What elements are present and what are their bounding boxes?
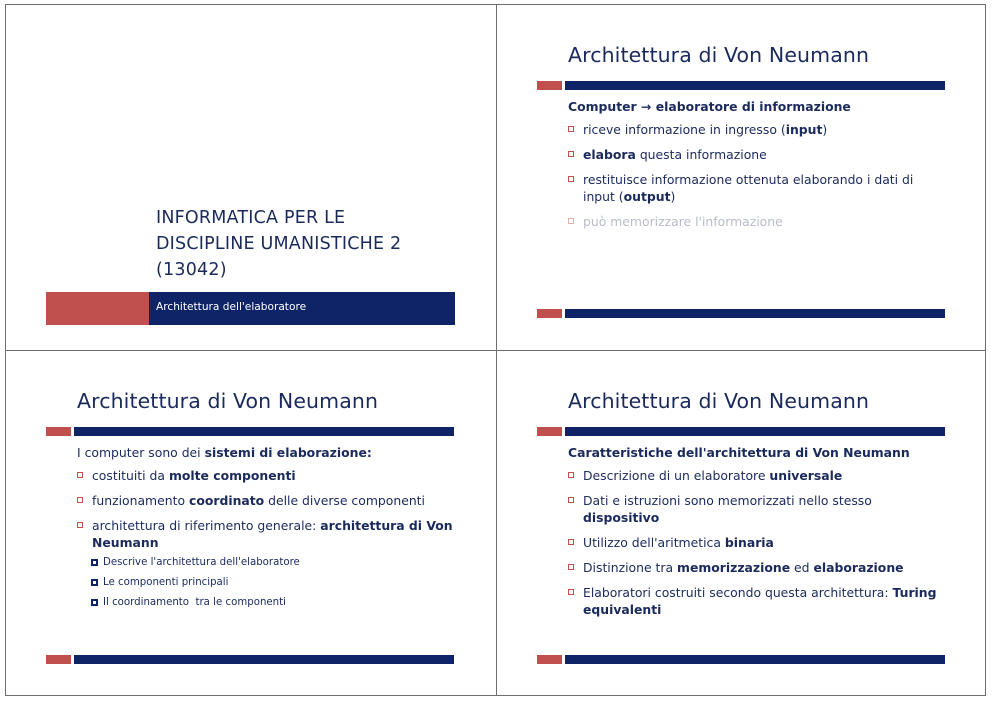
title-rule-bar: [565, 81, 945, 90]
footer-rule-bar: [565, 655, 945, 664]
footer-accent-bar: [537, 655, 562, 664]
bullet-item: elabora questa informazione: [568, 146, 948, 163]
bullet-item: Distinzione tra memorizzazione ed elaborazione: [568, 559, 948, 576]
slide-title: Architettura di Von Neumann: [568, 43, 870, 67]
cover-title-line: (13042): [156, 260, 227, 280]
lead-text: elaboratore di informazione: [655, 99, 851, 114]
slide-title: Architettura di Von Neumann: [568, 389, 870, 413]
bullet-item: Elaboratori costruiti secondo questa architettura: Turing equivalenti: [568, 584, 948, 618]
bullet-item: Utilizzo dell'aritmetica binaria: [568, 534, 948, 551]
title-accent-bar: [46, 427, 71, 436]
slide-title: Architettura di Von Neumann: [77, 389, 379, 413]
cover-accent-bar: [46, 292, 150, 325]
bullet-item: riceve informazione in ingresso (input): [568, 121, 948, 138]
footer-rule-bar: [565, 309, 945, 318]
slide-von-neumann-2: [6, 351, 496, 696]
slide-content: [568, 444, 948, 626]
cover-title-line: INFORMATICA PER LE: [156, 208, 346, 228]
slide-von-neumann-3: [497, 351, 987, 696]
bullet-item: restituisce informazione ottenuta elaborando i dati di input (output): [568, 171, 948, 205]
slide-cover: [6, 5, 496, 350]
slide-content: [568, 98, 948, 238]
bullet-item-faded: può memorizzare l'informazione: [568, 213, 948, 230]
lead-text: Computer: [568, 99, 637, 114]
title-rule-bar: [565, 427, 945, 436]
footer-rule-bar: [74, 655, 454, 664]
footer-accent-bar: [46, 655, 71, 664]
arrow-icon: →: [640, 99, 652, 114]
slide-lead: Caratteristiche dell'architettura di Von Neumann: [568, 445, 910, 460]
title-accent-bar: [537, 427, 562, 436]
footer-accent-bar: [537, 309, 562, 318]
slide-lead: [568, 98, 948, 115]
title-accent-bar: [537, 81, 562, 90]
bullet-item: costituiti da molte componenti: [77, 467, 457, 484]
sub-bullet-item: Descrive l'architettura dell'elaboratore: [77, 556, 457, 569]
bullet-item: funzionamento coordinato delle diverse componenti: [77, 492, 457, 509]
bullet-item: Dati e istruzioni sono memorizzati nello stesso dispositivo: [568, 492, 948, 526]
slide-lead: I computer sono dei sistemi di elaborazione:: [77, 445, 372, 460]
slide-von-neumann-1: [497, 5, 987, 350]
sub-bullet-item: Le componenti principali: [77, 576, 457, 589]
cover-title: [156, 205, 401, 283]
bullet-item: Descrizione di un elaboratore universale: [568, 467, 948, 484]
sub-bullet-item: Il coordinamento tra le componenti: [77, 596, 457, 609]
title-rule-bar: [74, 427, 454, 436]
bullet-item: architettura di riferimento generale: architettura di Von Neumann: [77, 517, 457, 551]
cover-subtitle: Architettura dell'elaboratore: [156, 301, 307, 313]
cover-title-line: DISCIPLINE UMANISTICHE 2: [156, 234, 402, 254]
slide-content: [77, 444, 457, 616]
